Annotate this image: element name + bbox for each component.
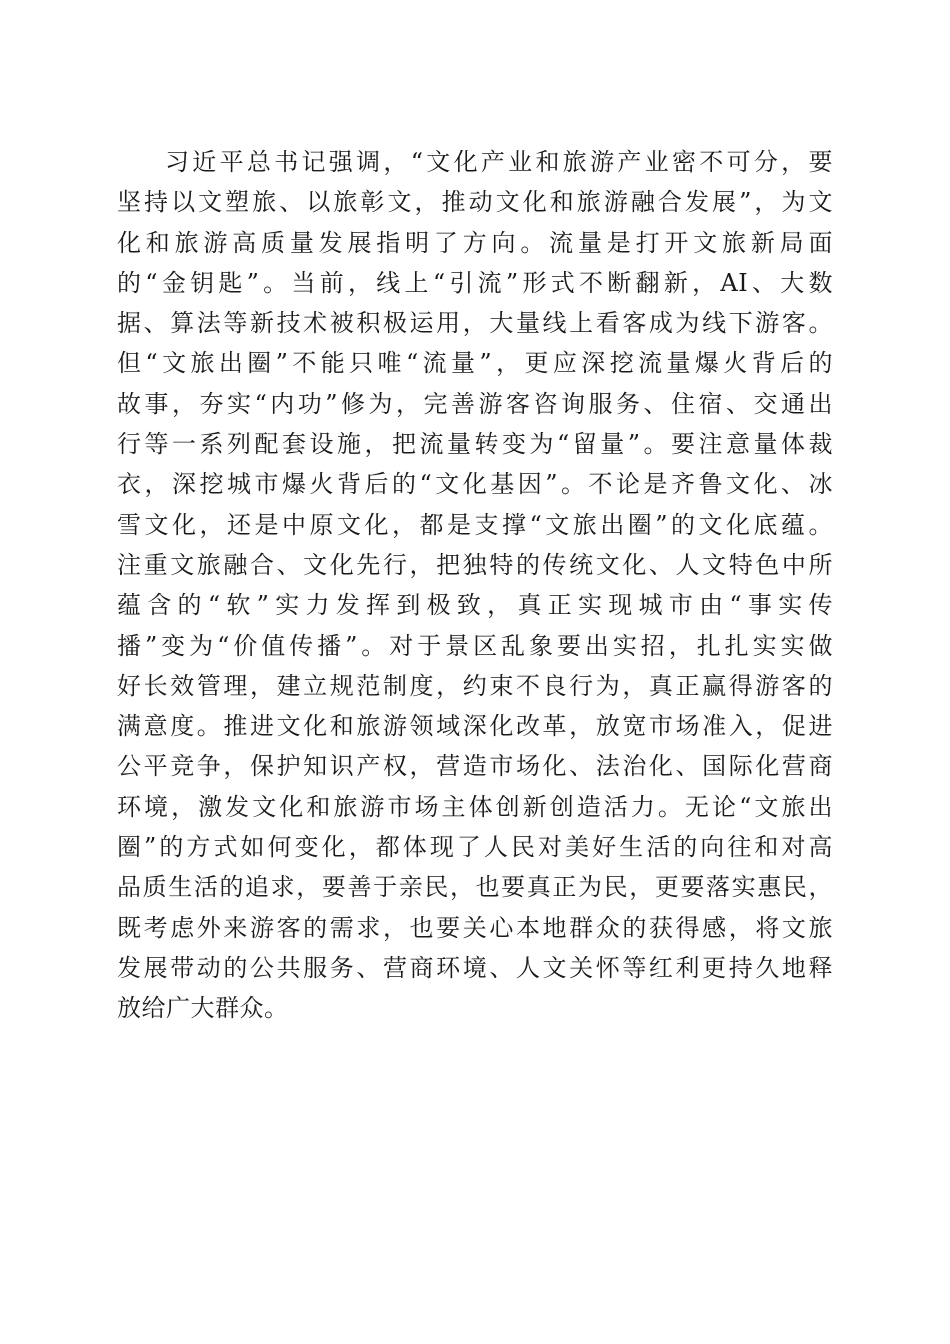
paragraph-line: 但“文旅出圈”不能只唯“流量”，更应深挖流量爆火背后的 — [117, 349, 833, 378]
paragraph-line: 放给广大群众。 — [117, 994, 289, 1023]
paragraph-line: 的“金钥匙”。当前，线上“引流”形式不断翻新，AI、大数 — [117, 268, 833, 297]
body-paragraph — [117, 142, 833, 1029]
paragraph-line: 蕴含的“软”实力发挥到极致，真正实现城市由“事实传 — [117, 591, 833, 620]
paragraph-line: 品质生活的追求，要善于亲民，也要真正为民，更要落实惠民， — [117, 873, 833, 902]
paragraph-line: 环境，激发文化和旅游市场主体创新创造活力。无论“文旅出 — [117, 792, 833, 821]
paragraph-line: 播”变为“价值传播”。对于景区乱象要出实招，扎扎实实做 — [117, 631, 833, 660]
paragraph-line: 注重文旅融合、文化先行，把独特的传统文化、人文特色中所 — [117, 550, 833, 579]
paragraph-line: 公平竞争，保护知识产权，营造市场化、法治化、国际化营商 — [117, 752, 833, 781]
paragraph-line: 习近平总书记强调，“文化产业和旅游产业密不可分，要 — [165, 148, 833, 176]
paragraph-line: 行等一系列配套设施，把流量转变为“留量”。要注意量体裁 — [117, 430, 833, 459]
paragraph-line: 雪文化，还是中原文化，都是支撑“文旅出圈”的文化底蕴。 — [117, 510, 833, 539]
paragraph-line: 满意度。推进文化和旅游领域深化改革，放宽市场准入，促进 — [117, 712, 833, 741]
paragraph-line: 坚持以文塑旅、以旅彰文，推动文化和旅游融合发展”，为文 — [117, 188, 833, 217]
paragraph-line: 故事，夯实“内功”修为，完善游客咨询服务、住宿、交通出 — [117, 389, 833, 418]
paragraph-line: 既考虑外来游客的需求，也要关心本地群众的获得感，将文旅 — [117, 913, 833, 942]
paragraph-line: 据、算法等新技术被积极运用，大量线上看客成为线下游客。 — [117, 309, 833, 338]
paragraph-line: 化和旅游高质量发展指明了方向。流量是打开文旅新局面 — [117, 228, 833, 257]
paragraph-line: 发展带动的公共服务、营商环境、人文关怀等红利更持久地释 — [117, 953, 833, 982]
paragraph-line: 好长效管理，建立规范制度，约束不良行为，真正赢得游客的 — [117, 671, 833, 700]
paragraph-line: 衣，深挖城市爆火背后的“文化基因”。不论是齐鲁文化、冰 — [117, 470, 833, 499]
paragraph-line: 圈”的方式如何变化，都体现了人民对美好生活的向往和对高 — [117, 833, 833, 862]
